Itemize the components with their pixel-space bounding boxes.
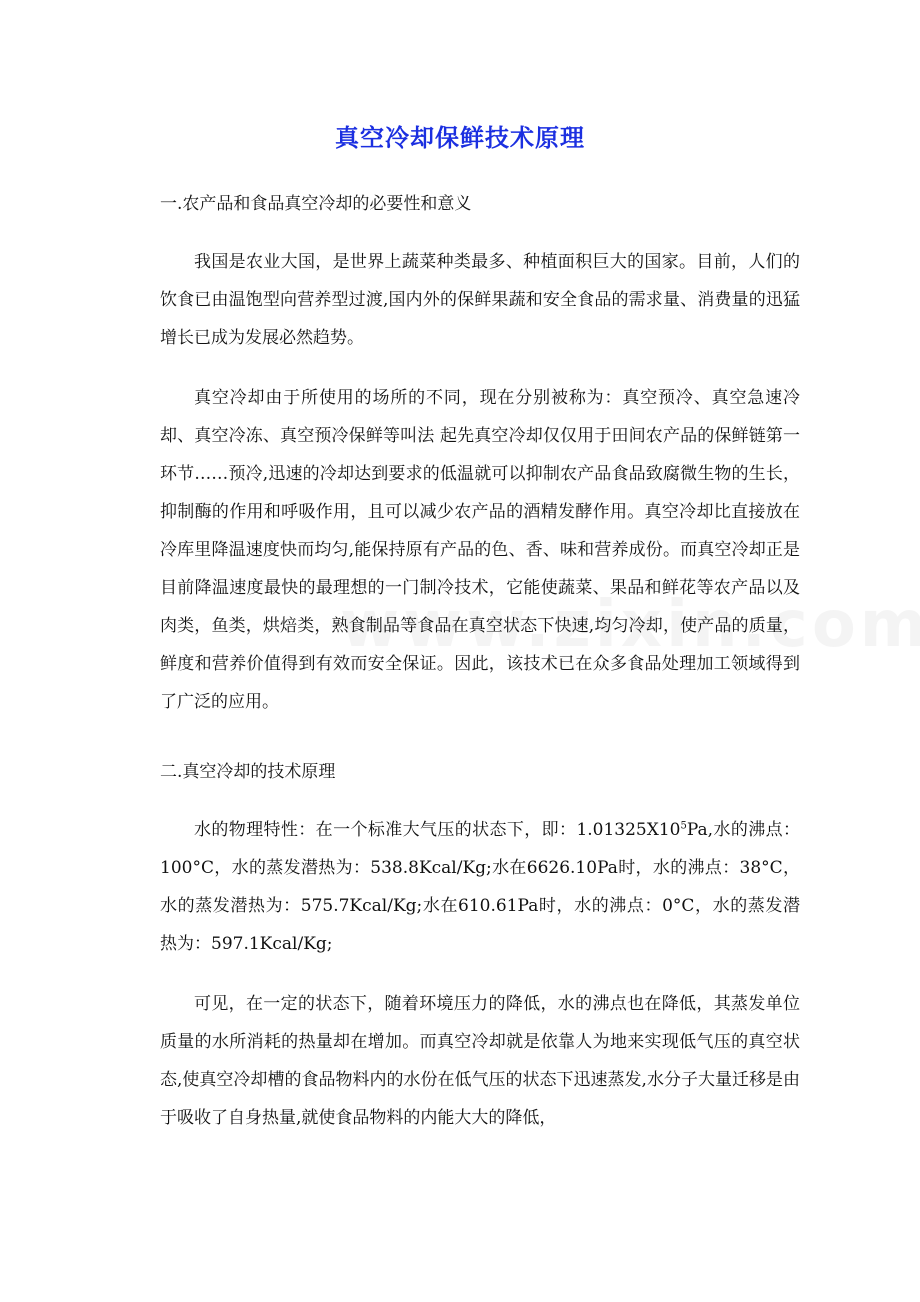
paragraph-2: 真空冷却由于所使用的场所的不同，现在分别被称为：真空预冷、真空急速冷却、真空冷冻、真空预冷保鲜等叫法 起先真空冷却仅仅用于田间农产品的保鲜链第一环节……预冷,迅速的冷却达到要求的低温就可以抑制农产品食品致腐微生物的生长，抑制酶的作用和呼吸作用，且可以减少农产品的酒精发酵作用。真空冷却比直接放在冷库里降温速度快而均匀,能保持原有产品的色、香、味和营养成份。而真空冷却正是目前降温速度最快的最理想的一门制冷技术，它能使蔬菜、果品和鲜花等农产品以及肉类，鱼类，烘焙类，熟食制品等食品在真空状态下快速,均匀冷却，使产品的质量，鲜度和营养价值得到有效而安全保证。因此，该技术已在众多食品处理加工领域得到了广泛的应用。	[160, 388, 800, 712]
paragraph-3-text-b: Pa,水的沸点：100°C，水的蒸发潜热为：538.8Kcal/Kg;水在6626.10Pa时，水的沸点：38°C，水的蒸发潜热为：575.7Kcal/Kg;水在610.61Pa时，水的沸点：0°C，水的蒸发潜热为：597.1Kcal/Kg;	[160, 820, 800, 954]
paragraph-3	[160, 811, 800, 963]
section-heading-2: 二.真空冷却的技术原理	[160, 762, 336, 782]
paragraph-4: 可见，在一定的状态下，随着环境压力的降低，水的沸点也在降低，其蒸发单位质量的水所消耗的热量却在增加。而真空冷却就是依靠人为地来实现低气压的真空状态,使真空冷却槽的食品物料内的水份在低气压的状态下迅速蒸发,水分子大量迁移是由于吸收了自身热量,就使食品物料的内能大大的降低，	[160, 994, 800, 1128]
section-heading-1: 一.农产品和食品真空冷却的必要性和意义	[160, 194, 472, 214]
exponent: 5	[680, 820, 687, 832]
paragraph-3-text-a: 水的物理特性：在一个标准大气压的状态下，即：1.01325X10	[194, 820, 681, 840]
document-title: 真空冷却保鲜技术原理	[335, 124, 585, 152]
paragraph-1: 我国是农业大国，是世界上蔬菜种类最多、种植面积巨大的国家。目前，人们的饮食已由温饱型向营养型过渡,国内外的保鲜果蔬和安全食品的需求量、消费量的迅猛增长已成为发展必然趋势。	[160, 252, 800, 348]
